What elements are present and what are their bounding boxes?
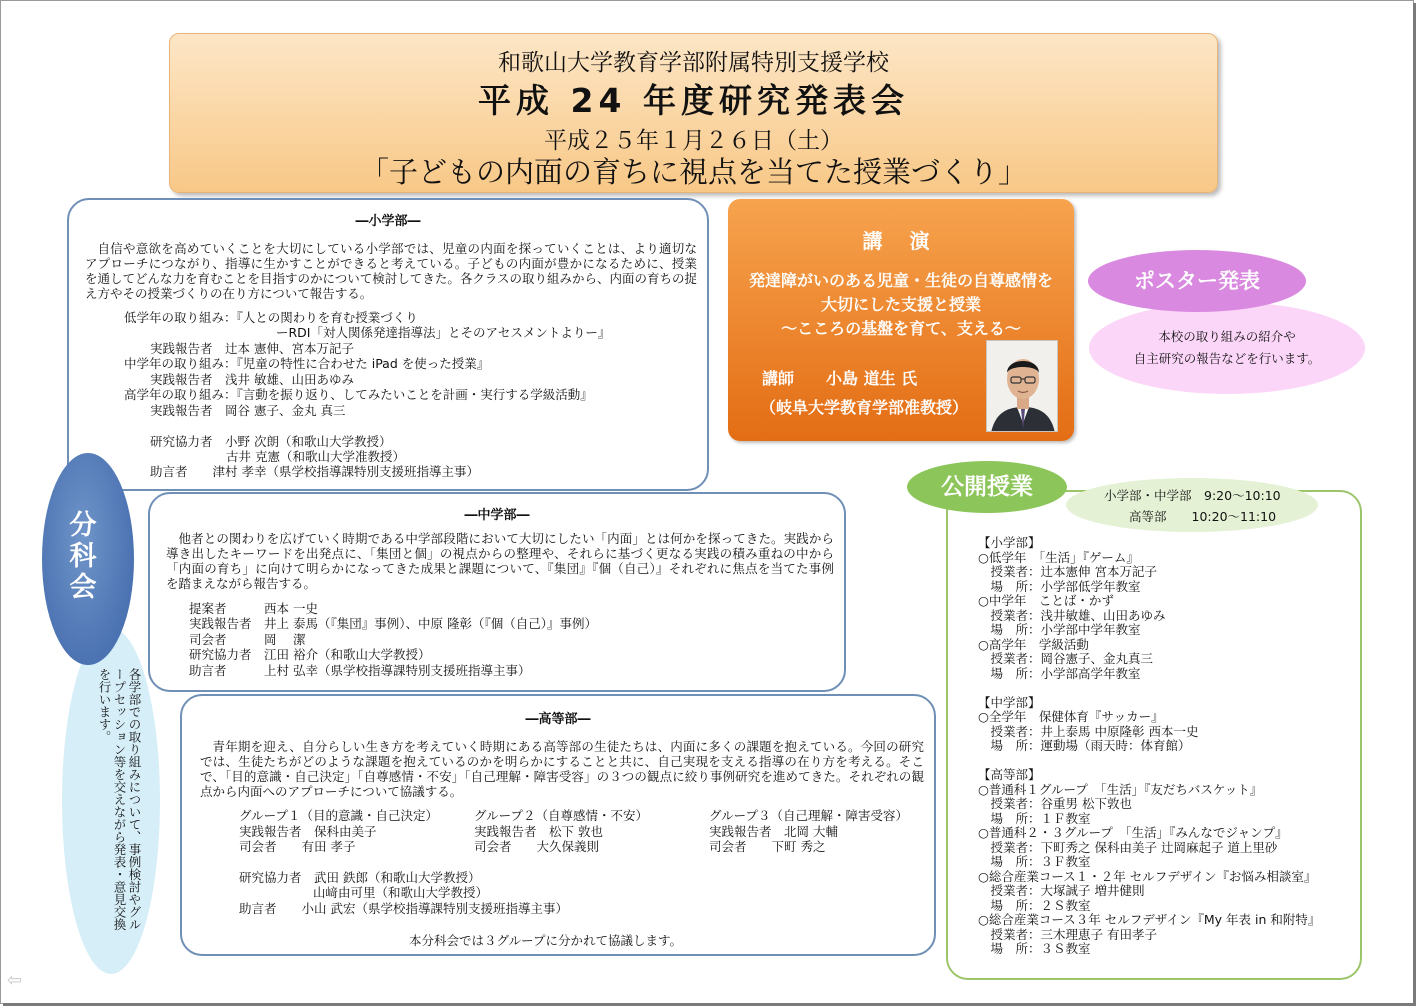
senior-title: ―高等部―	[525, 712, 591, 727]
open-class-line: 【高等部】	[978, 767, 1041, 782]
junior-paragraph: 他者との関わりを広げていく時期である中学部段階において大切にしたい「内面」とは何かを探ってきた。実践から導き出したキーワードを出発点に、「集団と個」の視点からの整理や、それらに基づく更なる実践の積み重ねの中から「内面の育ち」に向けて明らかになってきた成果と課題について、『集団』『個（自己）』それぞれに焦点を当てた事例を踏まえながら報告する。	[166, 531, 834, 591]
open-time-line: 小学部・中学部 9:20～10:10	[1104, 488, 1281, 503]
junior-line: 研究協力者 江田 裕介（和歌山大学教授）	[189, 647, 431, 662]
senior-line: 助言者 小山 武宏（県学校指導課特別支援班指導主事）	[239, 901, 568, 916]
open-class-schedule	[978, 536, 1320, 957]
junior-line: 助言者 上村 弘幸（県学校指導課特別支援班指導主事）	[189, 663, 531, 678]
lecture-subtitle: 発達障がいのある児童・生徒の自尊感情を	[748, 271, 1053, 290]
lecture-box	[728, 199, 1074, 441]
open-class-line: ○総合産業コース３年 セルフデザイン『My 年表 in 和附特』	[978, 912, 1321, 927]
elementary-line: 中学年の取り組み：『児童の特性に合わせた iPad を使った授業』	[124, 356, 490, 371]
open-class-line: 場 所：１Ｆ教室	[978, 810, 1091, 826]
junior-line: 実践報告者 井上 泰馬（『集団』事例）、中原 隆彰（『個（自己）』事例）	[189, 616, 597, 631]
junior-line: 司会者 岡 潔	[189, 632, 306, 647]
junior-title: ―中学部―	[464, 508, 530, 523]
open-class-line	[978, 754, 1320, 769]
open-class-line: 場 所：小学部高学年教室	[978, 665, 1141, 681]
open-class-line: ○総合産業コース１・２年 セルフデザイン『お悩み相談室』	[978, 868, 1317, 884]
elementary-line: 研究協力者 小野 次朗（和歌山大学教授）	[150, 434, 392, 449]
open-class-line: ○低学年 「生活」『ゲーム』	[978, 549, 1139, 565]
event-date: 平成２５年１月２６日（土）	[544, 128, 843, 154]
senior-group-name: グループ１（目的意識・自己決定）	[239, 808, 439, 823]
senior-group-chair: 司会者 大久保義則	[474, 839, 600, 854]
open-class-line: 【中学部】	[978, 694, 1041, 710]
elementary-line: 低学年の取り組み：『人との関わりを育む授業づくり	[124, 310, 418, 325]
poster-title: ポスター発表	[1088, 250, 1306, 312]
open-class-line	[978, 681, 1320, 696]
senior-panel	[180, 694, 936, 956]
lecture-heading: 講 演	[862, 229, 940, 253]
header-banner	[169, 33, 1218, 193]
open-class-line: 授業者：岡谷憲子、金丸真三	[978, 651, 1154, 666]
open-class-line: 授業者：辻本憲伸 宮本万記子	[978, 564, 1157, 579]
junior-line: 提案者 西本 一史	[189, 601, 318, 616]
senior-line: 山﨑由可里（和歌山大学教授）	[313, 885, 489, 900]
open-class-line: 場 所：２Ｓ教室	[978, 897, 1091, 913]
speaker-photo	[986, 340, 1058, 432]
elementary-title: ―小学部―	[355, 214, 421, 229]
elementary-panel	[67, 198, 709, 491]
open-class-time	[1066, 478, 1318, 532]
open-class-line: 場 所：３Ｓ教室	[978, 941, 1091, 956]
school-name: 和歌山大学教育学部附属特別支援学校	[498, 50, 889, 76]
bunkakai-title: 分科会	[69, 510, 97, 603]
lecture-subtitle: ～こころの基盤を育て、支える～	[781, 319, 1021, 338]
lecture-affiliation: （岐阜大学教育学部准教授）	[760, 398, 969, 417]
open-class-line: 場 所：３Ｆ教室	[978, 854, 1091, 869]
lecture-subtitle: 大切にした支援と授業	[820, 295, 981, 314]
senior-group-name: グループ２（自尊感情・不安）	[474, 808, 649, 823]
elementary-paragraph: 自信や意欲を高めていくことを大切にしている小学部では、児童の内面を探っていくことは、より適切なアプローチにつながり、指導に生かすことができると考えている。子どもの内面が豊かになるために、授業を通してどんな力を育むことを目指すのかについて検討してきた。各クラスの取り組みから、内面の育ちの捉え方やその授業づくりの在り方について報告する。	[85, 241, 697, 301]
senior-paragraph: 青年期を迎え、自分らしい生き方を考えていく時期にある高等部の生徒たちは、内面に多くの課題を抱えている。今回の研究では、生徒たちがどのような課題を抱えているのかを明らかにすることと共に、自己実現を支える指導の在り方を考える。そこで、「目的意識・自己決定」「自尊感情・不安」「自己理解・障害受容」の３つの観点に絞り事例研究を進めてきた。それぞれの観点から内面へのアプローチについて協議する。	[200, 739, 924, 799]
open-class-line: ○全学年 保健体育『サッカー』	[978, 709, 1164, 724]
elementary-line: 実践報告者 辻本 憲伸、宮本万記子	[150, 341, 354, 356]
open-class-line: 授業者：浅井敏雄、山田あゆみ	[978, 607, 1166, 623]
open-class-line: ○普通科１グループ 「生活」『友だちバスケット』	[978, 781, 1263, 797]
open-time-line: 高等部 10:20～11:10	[1129, 509, 1277, 524]
back-arrow-icon[interactable]: ⇦	[7, 970, 23, 991]
elementary-line: 助言者 津村 孝幸（県学校指導課特別支援班指導主事）	[150, 464, 479, 479]
poster-desc-line: 本校の取り組みの紹介や	[1158, 329, 1296, 344]
elementary-line: 実践報告者 浅井 敏雄、山田あゆみ	[150, 372, 354, 387]
event-title: 平成 24 年度研究発表会	[478, 81, 909, 120]
open-class-panel	[946, 490, 1362, 980]
elementary-line: 高学年の取り組み：『言動を振り返り、してみたいことを計画・実行する学級活動』	[124, 387, 593, 402]
poster-description	[1089, 302, 1365, 394]
open-class-title: 公開授業	[907, 461, 1067, 513]
bunkakai-description	[62, 628, 160, 974]
open-class-line: ○中学年 ことば・かず	[978, 593, 1114, 608]
senior-note: 本分科会では３グループに分かれて協議します。	[409, 933, 683, 948]
senior-group-reporter: 実践報告者 北岡 大輔	[709, 824, 838, 839]
senior-line: 研究協力者 武田 鉄郎（和歌山大学教授）	[239, 870, 481, 885]
senior-group-name: グループ３（自己理解・障害受容）	[709, 808, 909, 823]
open-class-line: ○普通科２・３グループ 「生活」『みんなでジャンプ』	[978, 825, 1288, 840]
lecture-speaker: 講師 小島 道生 氏	[762, 369, 918, 388]
elementary-line: 古井 克憲（和歌山大学准教授）	[226, 449, 405, 464]
open-class-line: ○高学年 学級活動	[978, 636, 1089, 652]
open-class-line: 授業者：谷重男 松下敦也	[978, 796, 1132, 811]
open-class-line: 授業者：井上泰馬 中原隆彰 西本一史	[978, 723, 1199, 739]
bunkakai-desc-text: 各学部での取り組みについて、事例検討やグループセッション等を交えながら発表・意見交換を行います。	[97, 668, 142, 931]
open-class-line: 【小学部】	[978, 535, 1041, 550]
senior-group-reporter: 実践報告者 保科由美子	[239, 824, 377, 839]
open-class-line: 授業者：大塚誠子 増井健則	[978, 883, 1145, 898]
poster-desc-line: 自主研究の報告などを行います。	[1133, 351, 1321, 366]
open-class-line: 授業者：三木理恵子 有田孝子	[978, 926, 1157, 942]
open-class-line: 場 所：小学部中学年教室	[978, 622, 1141, 637]
senior-group-chair: 司会者 有田 孝子	[239, 839, 356, 854]
junior-panel	[148, 492, 846, 692]
research-theme: 「子どもの内面の育ちに視点を当てた授業づくり」	[359, 155, 1027, 189]
senior-group-reporter: 実践報告者 松下 敦也	[474, 824, 603, 839]
elementary-line: 実践報告者 岡谷 憲子、金丸 真三	[150, 403, 346, 418]
open-class-line: 授業者：下町秀之 保科由美子 辻岡麻起子 道上里砂	[978, 839, 1278, 855]
elementary-line: ーRDI「対人関係発達指導法」とそのアセスメントよりー』	[276, 325, 611, 340]
senior-group-chair: 司会者 下町 秀之	[709, 839, 826, 854]
open-class-line: 場 所：小学部低学年教室	[978, 578, 1141, 594]
open-class-line: 場 所：運動場（雨天時：体育館）	[978, 738, 1191, 753]
